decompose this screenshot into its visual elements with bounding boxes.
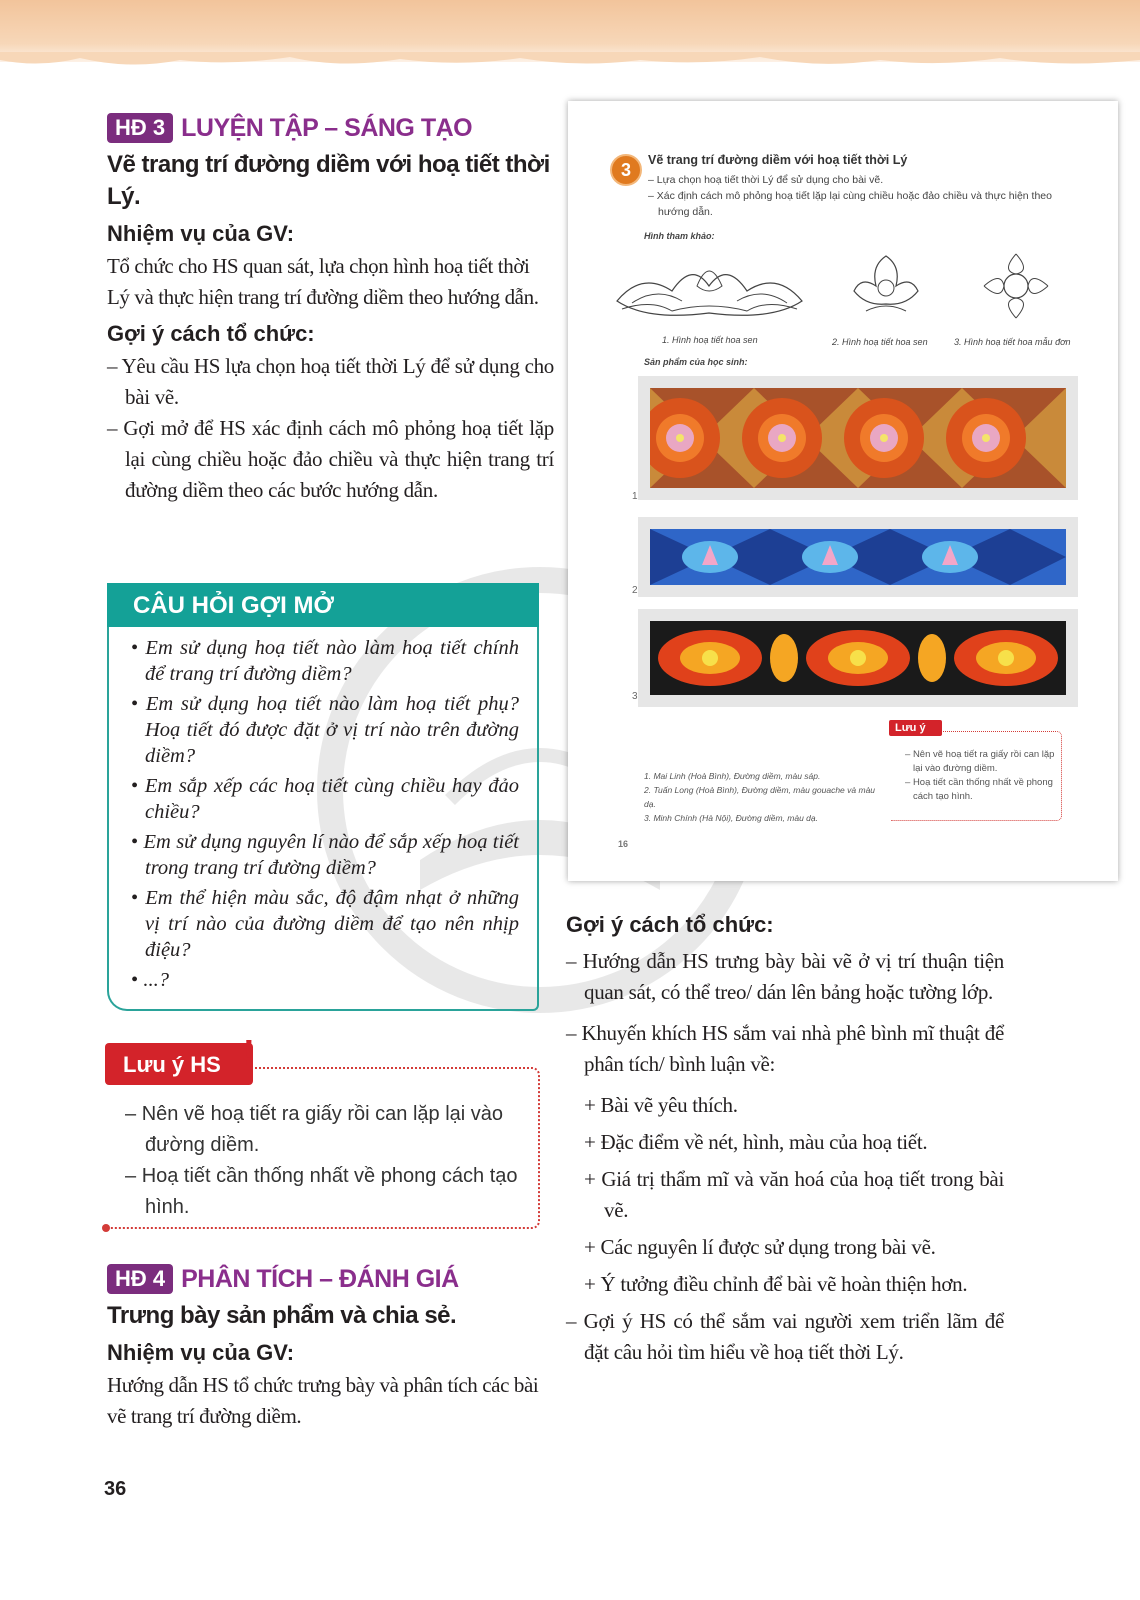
student-note-tag-label: Lưu ý HS (123, 1052, 221, 1077)
note-dot (102, 1224, 110, 1232)
list-item: – Xác định cách mô phỏng hoạ tiết lặp lại cùng chiều hoặc đảo chiều và thực hiện theo hướng dẫn. (648, 188, 1068, 220)
student-note-tag (105, 1032, 255, 1085)
list-item: – Nên vẽ hoạ tiết ra giấy rồi can lặp lại vào đường diềm. (905, 748, 1055, 776)
strip-number-3: 3 (632, 691, 638, 702)
embedded-title: Vẽ trang trí đường diềm với hoạ tiết thời Lý (648, 153, 908, 167)
credit-item: 1. Mai Linh (Hoà Bình), Đường diềm, màu sáp. (644, 771, 821, 781)
hd4-badge: HĐ 4 (107, 1264, 173, 1294)
hd3-section (107, 113, 554, 506)
embedded-note-list (891, 732, 1061, 804)
product-1-image (650, 388, 1066, 488)
embedded-credits (644, 769, 884, 825)
peony-motif-drawing (976, 246, 1056, 326)
product-2-image (650, 529, 1066, 585)
list-item: – Gợi ý HS có thể sắm vai người xem triển lãm để đặt câu hỏi tìm hiểu về hoạ tiết thời Lý. (566, 1306, 1004, 1368)
exclamation-icon: ! (242, 1032, 255, 1073)
sub-list-item: + Bài vẽ yêu thích. (584, 1090, 1004, 1121)
right-guide-section (566, 912, 1004, 1378)
student-product-1 (638, 376, 1078, 500)
embedded-ref-label: Hình tham khảo: (644, 231, 715, 241)
ref-caption-2: 2. Hình hoạ tiết hoa sen (832, 337, 928, 347)
credit-item: 3. Minh Chính (Hà Nội), Đường diềm, màu dạ. (644, 813, 818, 823)
question-item: • Em sử dụng hoạ tiết nào làm hoạ tiết chính để trang trí đường diềm? (131, 635, 519, 687)
products-label: Sản phẩm của học sinh: (644, 357, 748, 367)
credit-item: 2. Tuấn Long (Hoà Bình), Đường diềm, màu gouache và màu dạ. (644, 785, 876, 809)
sub-list-item: + Đặc điểm về nét, hình, màu của hoạ tiết. (584, 1127, 1004, 1158)
list-item: – Gợi mở để HS xác định cách mô phỏng hoạ tiết lặp lại cùng chiều hoặc đảo chiều và thực hiện trang trí đường diềm theo các bước hướng dẫn. (107, 413, 554, 506)
question-item: • Em sắp xếp các hoạ tiết cùng chiều hay đảo chiều? (131, 773, 519, 825)
list-item: – Lựa chọn hoạ tiết thời Lý để sử dụng cho bài vẽ. (648, 172, 1068, 188)
hd3-guide-label: Gợi ý cách tổ chức: (107, 321, 315, 346)
product-3-image (650, 621, 1066, 695)
sub-list-item: + Giá trị thẩm mĩ và văn hoá của hoạ tiết trong bài vẽ. (584, 1164, 1004, 1226)
question-item: • Em sử dụng hoạ tiết nào làm hoạ tiết phụ? Hoạ tiết đó được đặt ở vị trí nào trên đường diềm? (131, 691, 519, 769)
ref-caption-3: 3. Hình hoạ tiết hoa mẫu đơn (954, 337, 1071, 347)
strip-number-1: 1 (632, 491, 638, 502)
embedded-textbook-page (568, 101, 1118, 881)
student-note-list (107, 1069, 538, 1223)
hd4-section (107, 1264, 554, 1432)
hd3-task-text: Tổ chức cho HS quan sát, lựa chọn hình hoạ tiết thời Lý và thực hiện trang trí đường diềm theo hướng dẫn. (107, 254, 539, 309)
question-list (131, 635, 519, 993)
sub-list-item: + Ý tưởng điều chỉnh để bài vẽ hoàn thiện hơn. (584, 1269, 1004, 1300)
hd3-badge: HĐ 3 (107, 113, 173, 143)
question-box (107, 583, 539, 1011)
list-item: – Hoạ tiết cần thống nhất về phong cách tạo hình. (905, 776, 1055, 804)
hd3-task-label: Nhiệm vụ của GV: (107, 221, 295, 246)
hd3-heading (107, 113, 554, 143)
hd4-task-label: Nhiệm vụ của GV: (107, 1340, 295, 1365)
hd3-guide-list (107, 351, 554, 506)
list-item: – Yêu cầu HS lựa chọn hoạ tiết thời Lý để sử dụng cho bài vẽ. (107, 351, 554, 413)
hd3-subtitle: Vẽ trang trí đường diềm với hoạ tiết thời Lý. (107, 151, 550, 210)
student-product-2 (638, 517, 1078, 597)
list-item: – Nên vẽ hoạ tiết ra giấy rồi can lặp lại vào đường diềm. (125, 1099, 522, 1161)
critique-sub-list (566, 1090, 1004, 1300)
hd4-heading (107, 1264, 554, 1294)
question-box-title: CÂU HỎI GỢI MỞ (107, 583, 539, 627)
question-item: • Em sử dụng nguyên lí nào để sắp xếp hoạ tiết trong trang trí đường diềm? (131, 829, 519, 881)
page-number: 36 (104, 1478, 127, 1500)
student-note-box (107, 1032, 540, 1229)
hd4-subtitle: Trưng bày sản phẩm và chia sẻ. (107, 1302, 457, 1329)
embedded-note-box (891, 722, 1062, 821)
lotus-motif-drawing-1 (612, 251, 807, 326)
right-guide-list (566, 946, 1004, 1080)
lotus-motif-drawing-2 (846, 246, 926, 326)
sub-list-item: + Các nguyên lí được sử dụng trong bài vẽ. (584, 1232, 1004, 1263)
embedded-step-number: 3 (610, 154, 642, 186)
ref-caption-1: 1. Hình hoạ tiết hoa sen (662, 335, 758, 345)
question-item: • Em thể hiện màu sắc, độ đậm nhạt ở những vị trí nào của đường diềm để tạo nên nhịp điệu? (131, 885, 519, 963)
torn-paper-edge (0, 52, 1140, 72)
hd3-title: LUYỆN TẬP – SÁNG TẠO (181, 113, 473, 142)
student-product-3 (638, 609, 1078, 707)
embedded-note-tag: Lưu ý (889, 720, 942, 736)
strip-number-2: 2 (632, 585, 638, 596)
hd4-task-text: Hướng dẫn HS tổ chức trưng bày và phân tích các bài vẽ trang trí đường diềm. (107, 1373, 539, 1428)
embedded-page-number: 16 (618, 839, 629, 849)
top-decorative-band (0, 0, 1140, 62)
question-item: • ...? (131, 967, 519, 993)
right-guide-label: Gợi ý cách tổ chức: (566, 912, 774, 937)
hd4-title: PHÂN TÍCH – ĐÁNH GIÁ (181, 1264, 459, 1293)
list-item: – Hướng dẫn HS trưng bày bài vẽ ở vị trí thuận tiện quan sát, có thể treo/ dán lên bảng hoặc tường lớp. (566, 946, 1004, 1008)
right-guide-list-2 (566, 1306, 1004, 1368)
list-item: – Khuyến khích HS sắm vai nhà phê bình mĩ thuật để phân tích/ bình luận về: (566, 1018, 1004, 1080)
embedded-bullets (648, 172, 1068, 220)
list-item: – Hoạ tiết cần thống nhất về phong cách tạo hình. (125, 1161, 522, 1223)
